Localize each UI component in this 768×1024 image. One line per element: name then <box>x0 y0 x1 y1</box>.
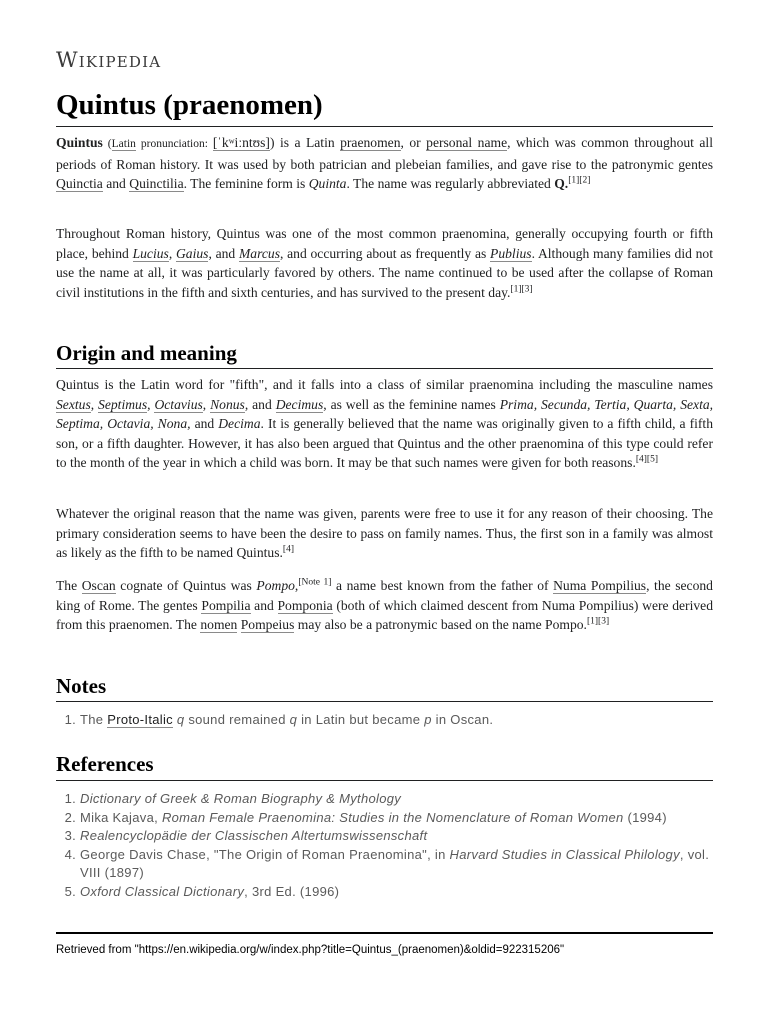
reference-item: 2. Mika Kajava, Roman Female Praenomina: Studies in the Nomenclature of Roman Women (1994) <box>80 809 730 828</box>
nonus-link[interactable]: Nonus <box>210 396 245 412</box>
origin-heading: Origin and meaning <box>56 341 237 365</box>
pompeius-link[interactable]: Pompeius <box>240 617 295 632</box>
latin-link[interactable]: Latin <box>111 138 136 150</box>
origin-paragraph-3: The Oscan cognate of Quintus was Pompo,[Note 1] a name best known from the father of Numa Pompilius, the second king of Rome. The gentes Pompilia and Pomponia (both of which claimed descent from Numa Pompilius) were derived from this praenomen. The nomen Pompeius may also be a patronymic based on the name Pompo.[1][3] <box>56 577 713 632</box>
lucius-link[interactable]: Lucius <box>132 245 169 261</box>
page-title: Quintus (praenomen) <box>56 89 323 121</box>
pomponia-link[interactable]: Pomponia <box>277 597 333 613</box>
sextus-link[interactable]: Sextus <box>56 396 91 412</box>
footer-divider <box>56 932 713 934</box>
origin-paragraph-2: Whatever the original reason that the name was given, parents were free to use it for any reason of their choosing. The primary consideration seems to have been the desire to pass on family names. Thus, the first son in a family was almost as likely as the fifth to be named Quintus.[4] <box>56 506 713 560</box>
notes-divider <box>56 701 713 702</box>
note-ref[interactable]: [Note 1] <box>298 577 332 588</box>
citation-ref[interactable]: [1][2] <box>568 175 591 186</box>
references-heading: References <box>56 752 154 776</box>
quinta-term: Quinta <box>308 176 347 191</box>
publius-link[interactable]: Publius <box>490 245 532 261</box>
references-divider <box>56 780 713 781</box>
reference-item: 3. Realencyclopädie der Classischen Altertumswissenschaft <box>80 827 730 846</box>
feminine-names: Prima, Secunda, Tertia, Quarta, Sexta, Septima, Octavia, Nona, <box>56 396 714 431</box>
reference-item: 4. George Davis Chase, "The Origin of Roman Praenomina", in Harvard Studies in Classical Philology, vol. VIII (1897) <box>80 846 730 883</box>
septimus-link[interactable]: Septimus <box>98 396 148 412</box>
references-list <box>62 790 730 902</box>
citation-ref[interactable]: [1][3] <box>586 616 610 627</box>
octavius-link[interactable]: Octavius <box>154 396 203 412</box>
citation-ref[interactable]: [4][5] <box>635 454 658 465</box>
title-divider <box>56 126 713 127</box>
pompilia-link[interactable]: Pompilia <box>201 597 251 613</box>
marcus-link[interactable]: Marcus <box>238 245 280 261</box>
numa-pompilius-link[interactable]: Numa Pompilius <box>553 578 647 593</box>
wordmark-text: Wikipedia <box>56 48 162 72</box>
quinctia-link[interactable]: Quinctia <box>56 176 103 191</box>
decimus-link[interactable]: Decimus <box>275 396 324 412</box>
subject-name: Quintus <box>56 135 103 150</box>
oscan-link[interactable]: Oscan <box>81 578 116 593</box>
reference-item: 5. Oxford Classical Dictionary, 3rd Ed. (1996) <box>80 883 730 902</box>
origin-paragraph-1: Quintus is the Latin word for "fifth", and it falls into a class of similar praenomina including the masculine names Sextus, Septimus, Octavius, Nonus, and Decimus, as well as the feminine names Prima, Secunda, Tertia, Quarta, Sexta, Septima, Octavia, Nona, and Decima. It is generally believed that the name was originally given to a fifth child, a fifth son, or a fifth daughter. However, it has also been argued that Quintus and the other praenomina of this type could refer to the month of the year in which a child was born. It may be that such names were given for both reasons.[4][5] <box>56 377 714 470</box>
retrieved-from: Retrieved from "https://en.wikipedia.org/w/index.php?title=Quintus_(praenomen)&oldid=922315206" <box>56 944 565 956</box>
origin-divider <box>56 368 713 369</box>
intro-paragraph: Quintus (Latin pronunciation: [ˈkʷiːntʊs]) is a Latin praenomen, or personal name, which was common throughout all periods of Roman history. It was used by both patrician and plebeian families, and gave rise to the patronymic gentes Quinctia and Quinctilia. The feminine form is Quinta. The name was regularly abbreviated Q.[1][2] <box>56 135 713 191</box>
quinctilia-link[interactable]: Quinctilia <box>129 176 184 191</box>
decima-term: Decima <box>218 416 261 431</box>
nomen-link[interactable]: nomen <box>200 617 238 632</box>
personal-name-link[interactable]: personal name <box>426 135 508 150</box>
abbreviation: Q. <box>554 176 569 191</box>
gaius-link[interactable]: Gaius <box>175 245 209 261</box>
citation-ref[interactable]: [4] <box>282 544 294 555</box>
notes-list <box>62 711 730 730</box>
proto-italic-link[interactable]: Proto-Italic <box>107 712 173 727</box>
notes-heading: Notes <box>56 674 107 698</box>
reference-item: 1. Dictionary of Greek & Roman Biography & Mythology <box>80 790 730 809</box>
history-paragraph: Throughout Roman history, Quintus was one of the most common praenomina, generally occupying fourth or fifth place, behind Lucius, Gaius, and Marcus, and occurring about as frequently as Publius. Although many families did not use the name at all, it was particularly favored by others. The name continued to be used after the collapse of Roman civil institutions in the fifth and sixth centuries, and has survived to the present day.[1][3] <box>56 226 713 300</box>
praenomen-link[interactable]: praenomen <box>340 135 401 150</box>
note-item: 1. The Proto-Italic q sound remained q in Latin but became p in Oscan. <box>80 711 730 730</box>
ipa-link[interactable]: [ˈkʷiːntʊs] <box>212 135 270 150</box>
pompo-term: Pompo <box>256 578 295 593</box>
wikipedia-wordmark[interactable] <box>56 48 161 72</box>
citation-ref[interactable]: [1][3] <box>510 283 533 294</box>
